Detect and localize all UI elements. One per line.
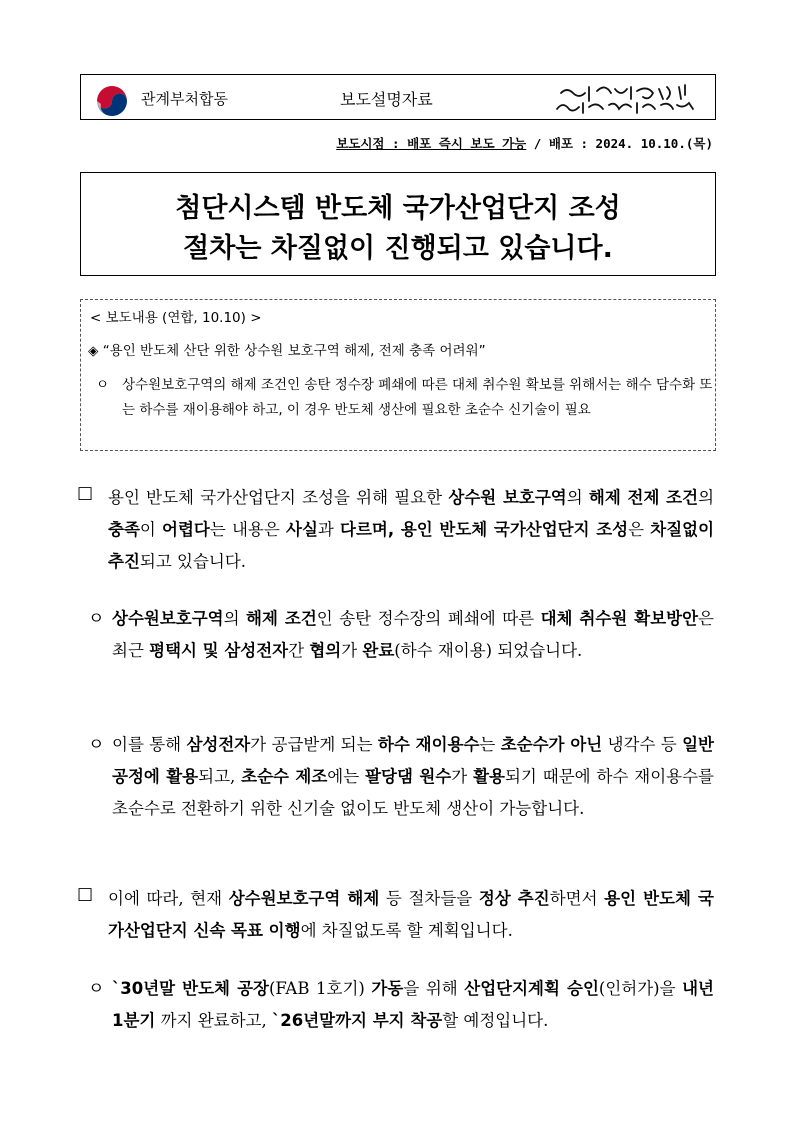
bold-segment: 일반 공정에 활용 [112, 735, 714, 786]
press-report-headline [88, 339, 486, 359]
bold-segment: 다르며, 용인 반도체 국가산업단지 조성 [340, 520, 629, 539]
text-segment: 냉각수 등 [602, 735, 683, 754]
text-segment: 되고, [198, 767, 242, 786]
press-report-detail: 상수원보호구역의 해제 조건인 송탄 정수장 폐쇄에 따른 대체 취수원 확보를 위해서는 해수 담수화 또는 하수를 재이용해야 하고, 이 경우 반도체 생산에 필요한 초순수 신기술이 필요 [122, 377, 713, 418]
distribution-date: 배포 : 2024. 10.10.(목) [548, 136, 713, 151]
document-type: 보도설명자료 [340, 90, 433, 109]
release-separator: / [526, 136, 549, 151]
text-segment: 간 [288, 641, 310, 660]
bold-segment: `30년말 반도체 공장 [112, 979, 269, 998]
bold-segment: 완료 [362, 641, 395, 660]
title-line-2: 절차는 차질없이 진행되고 있습니다. [183, 233, 613, 264]
text-segment: 이를 통해 [112, 735, 187, 754]
embargo-text: 보도시점 : 배포 즉시 보도 가능 [336, 136, 527, 151]
bold-segment: 가동 [371, 979, 404, 998]
text-segment: 는 [479, 735, 501, 754]
paragraph-2 [112, 603, 714, 667]
paragraph-4 [108, 883, 714, 947]
bold-segment: 사실 [286, 520, 318, 539]
bold-segment: 해제 전제 조건 [588, 488, 699, 507]
bold-segment: 상수원보호구역 해제 [228, 889, 380, 908]
circle-bullet-icon: ㅇ [88, 609, 105, 629]
text-segment: 가 [341, 641, 363, 660]
bold-segment: 해제 조건 [246, 609, 317, 628]
bold-segment: 용인 반도체 국가산업단지 신속 목표 이행 [108, 889, 714, 940]
text-segment: 가 [451, 767, 474, 786]
circle-bullet-icon: ㅇ [88, 979, 105, 999]
bold-segment: 초순수가 아닌 [500, 735, 603, 754]
bold-segment: 팔당댐 원수 [365, 767, 452, 786]
text-segment: 까지 완료하고, [155, 1011, 272, 1030]
bold-segment: 상수원 보호구역 [448, 488, 567, 507]
bold-segment: 협의 [309, 641, 342, 660]
diamond-bullet-icon: ◈ [88, 343, 99, 359]
paragraph-5 [112, 973, 714, 1037]
paragraph-1 [108, 482, 714, 578]
title-line-1: 첨단시스템 반도체 국가산업단지 조성 [175, 193, 621, 224]
text-segment: 을 위해 [403, 979, 465, 998]
text-segment: 하면서 [549, 889, 605, 908]
text-segment: 의 [698, 488, 715, 507]
text-segment: 되기 때문에 하수 재이용수를 초순수로 전환하기 위한 신기술 없이도 반도체 생산이 가능합니다. [112, 767, 714, 818]
text-segment: (인허가)을 [598, 979, 683, 998]
text-segment: 이 [139, 520, 163, 539]
text-segment: 는 내용은 [209, 520, 287, 539]
bold-segment: 차질없이 추진 [108, 520, 715, 571]
square-bullet-icon: □ [77, 884, 94, 904]
square-bullet-icon: □ [77, 483, 94, 503]
headline-text: “용인 반도체 산단 위한 상수원 보호구역 해제, 전제 충족 어려워” [102, 343, 486, 359]
bold-segment: 상수원보호구역 [112, 609, 224, 628]
bold-segment: 평택시 및 삼성전자 [149, 641, 289, 660]
bold-segment: 하수 재이용수 [377, 735, 480, 754]
government-taegeuk-logo-icon [95, 84, 129, 118]
bold-segment: `26년말까지 부지 착공 [271, 1011, 443, 1030]
text-segment: 용인 반도체 국가산업단지 조성을 위해 필요한 [108, 488, 449, 507]
text-segment: 의 [566, 488, 589, 507]
agency-name: 관계부처합동 [141, 90, 228, 108]
text-segment: 은 [628, 520, 651, 539]
bold-segment: 삼성전자 [186, 735, 251, 754]
text-segment: 의 [223, 609, 247, 628]
circle-bullet-icon: ㅇ [96, 377, 110, 393]
bold-segment: 활용 [473, 767, 505, 786]
bold-segment: 대체 취수원 확보방안 [540, 609, 699, 628]
bold-segment: 내년 1분기 [112, 979, 714, 1030]
text-segment: (FAB 1호기) [268, 979, 372, 998]
release-info [336, 134, 713, 152]
text-segment: 이에 따라, 현재 [108, 889, 229, 908]
bold-segment: 초순수 제조 [241, 767, 328, 786]
press-report-source: < 보도내용 (연합, 10.10) > [90, 310, 262, 326]
circle-bullet-icon: ㅇ [88, 735, 105, 755]
text-segment: 에는 [327, 767, 366, 786]
text-segment: 과 [317, 520, 341, 539]
bold-segment: 충족 [108, 520, 140, 539]
text-segment: 등 절차들을 [379, 889, 479, 908]
text-segment: 할 예정입니다. [442, 1011, 549, 1030]
text-segment: 가 공급받게 되는 [250, 735, 378, 754]
text-segment: 되고 있습니다. [139, 552, 247, 571]
bold-segment: 산업단지계획 승인 [464, 979, 599, 998]
paragraph-3 [112, 729, 714, 825]
bold-segment: 정상 추진 [478, 889, 550, 908]
handwritten-slogan [551, 81, 701, 117]
text-segment: 에 차질없도록 할 계획입니다. [300, 921, 513, 940]
text-segment: 은 최근 [112, 609, 714, 660]
text-segment: 인 송탄 정수장의 폐쇄에 따른 [316, 609, 541, 628]
bold-segment: 어렵다 [162, 520, 210, 539]
text-segment: (하수 재이용) 되었습니다. [394, 641, 583, 660]
